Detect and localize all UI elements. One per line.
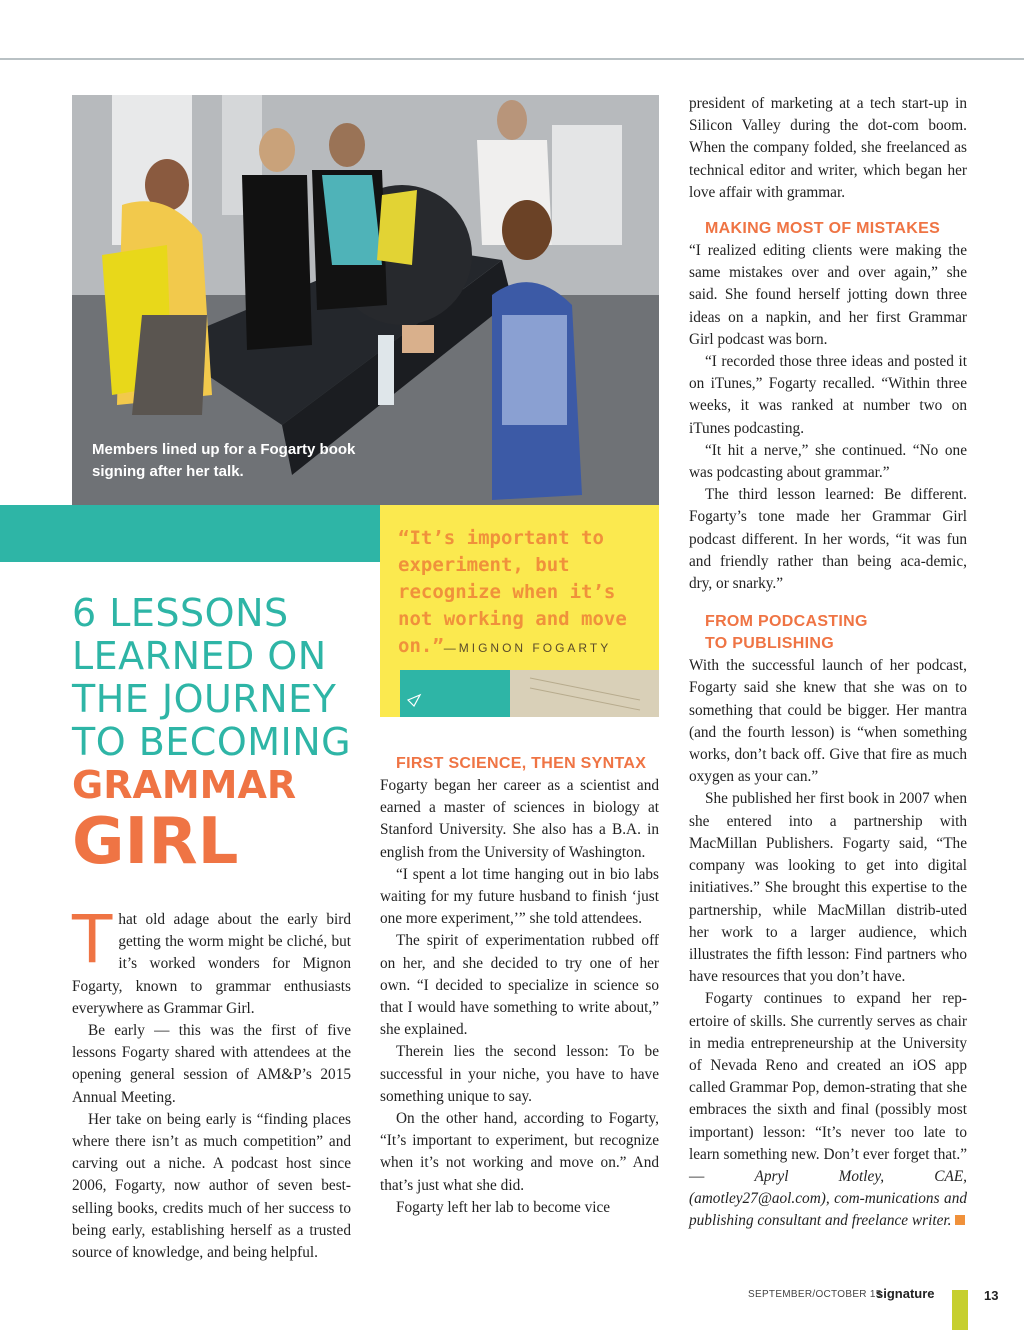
body-column-1 [72,901,351,1264]
spacer [689,595,967,611]
subhead-publishing-2: TO PUBLISHING [705,635,834,653]
paragraph [72,901,351,1020]
subhead-publishing-1: FROM PODCASTING [705,613,868,631]
footer-color-bar [952,1290,968,1330]
paragraph [689,988,967,1232]
paragraph: Fogarty began her career as a scientist and earned a master of sciences in biology at Stanford University. She also has a B.A. in english from the University of Washington. [380,777,659,861]
paragraph: “I realized editing clients were making the same mistakes over and over again,” she said. She found herself jotting down three ideas on a napkin, and her first Grammar Girl podcast was born. [689,242,967,348]
footer-magazine: signature [876,1286,935,1301]
paragraph-text: Fogarty continues to expand her rep-ertoire of skills. She currently serves as chair in media entrepreneurship at the University of Nevada Reno and created an iOS app called Grammar Pop, demon-strating that she embraces the sixth and final (possibly most important) lesson: “It’s never too late to learn something new. Don’t ever forget that.” — [689,990,967,1185]
end-mark-icon [955,1215,965,1225]
pull-quote-attribution: —MIGNON FOGARTY [443,641,612,655]
spacer [689,204,967,218]
teal-accent-band [0,505,380,562]
subhead-first-science: FIRST SCIENCE, THEN SYNTAX [396,755,647,772]
title-line-3: THE JOURNEY [72,677,337,721]
title-accent-grammar: GRAMMAR [72,763,297,807]
pull-quote [398,525,650,662]
article-title [72,592,372,877]
paragraph-text: hat old adage about the early bird getting the worm might be cliché, but it’s worked wonders for Mignon Fogarty, known to grammar enthusiasts everywhere as Grammar Girl. [72,911,351,1017]
title-line-1: 6 LESSONS [72,591,289,635]
paragraph: Fogarty left her lab to become vice [396,1198,611,1216]
pull-quote-decoration [380,670,659,717]
pull-quote-text: “It’s important to experiment, but recognize when it’s not working and move on.” [398,527,627,657]
paragraph: With the successful launch of her podcast, Fogarty said she knew that she was on to something that could be bigger. Her mantra (and the fourth lesson) is “when something works, don’t back off. Give that fire as much oxygen as your can.” [689,657,967,786]
book-signing-photo [72,95,659,505]
page-number: 13 [984,1288,999,1303]
paragraph: president of marketing at a tech start-up in Silicon Valley during the dot-com boom. When the company folded, she freelanced as technical editor and writer, which began her love affair with grammar. [689,95,967,201]
footer-issue: SEPTEMBER/OCTOBER 15 [748,1289,882,1300]
author-credit: Apryl Motley, CAE, (amotley27@aol.com), com-munications and publishing consultant and freelance writer. [689,1167,967,1230]
title-line-4: TO BECOMING [72,720,352,764]
header-rule [0,58,1024,60]
drop-cap: T [72,901,113,978]
photo-caption: Members lined up for a Fogarty book signing after her talk. [92,441,356,480]
paragraph: Be early — this was the first of five lessons Fogarty shared with attendees at the opening general session of AM&P’s 2015 Annual Meeting. [72,1022,351,1106]
paragraph: The spirit of experimentation rubbed off on her, and she decided to try one of her own. “I decided to specialize in science so that I would have something to write about,” she explained. [380,932,659,1039]
subhead-mistakes: MAKING MOST OF MISTAKES [705,220,941,238]
title-line-2: LEARNED ON [72,634,327,678]
paragraph: “I spent a lot time hanging out in bio labs waiting for my future husband to finish ‘just one more experiment,’” she told attendees. [380,865,659,928]
paragraph: “It hit a nerve,” she continued. “No one was podcasting about grammar.” [689,441,967,482]
paragraph: The third lesson learned: Be different. Fogarty’s tone made her Grammar Girl podcast different. In her words, “it was fun and friendly rather than being aca-demic, dry, or snarky.” [689,486,967,593]
paragraph: “I recorded those three ideas and posted it on iTunes,” Fogarty recalled. “Within three weeks, it was ranked at number two on iTunes podcasting. [689,353,967,437]
paragraph: Her take on being early is “finding places where there isn’t as much competition” and carving out a niche. A podcast host since 2006, Fogarty, now author of seven best-selling books, credits much of her success to being early, establishing herself as a trusted source of knowledge, and being helpful. [72,1110,351,1262]
paragraph: On the other hand, according to Fogarty, “It’s important to experiment, but recognize when it’s not working and move on.” And that’s just what she did. [380,1110,659,1194]
title-accent-girl: GIRL [72,805,239,879]
paragraph: Therein lies the second lesson: To be successful in your niche, you have to have something unique to say. [380,1043,659,1105]
pull-quote-box [380,505,659,717]
paragraph: She published her first book in 2007 when she entered into a partnership with MacMillan Publishers. Fogarty said, “The company was looking to get into digital initiatives.” She brought this expertise to the partnership, while MacMillan distrib-uted her work to a larger audience, which illustrates the fifth lesson: Find partners who have resources that you don’t have. [689,790,967,986]
body-column-2 [380,753,659,1219]
body-column-3 [689,93,967,1233]
